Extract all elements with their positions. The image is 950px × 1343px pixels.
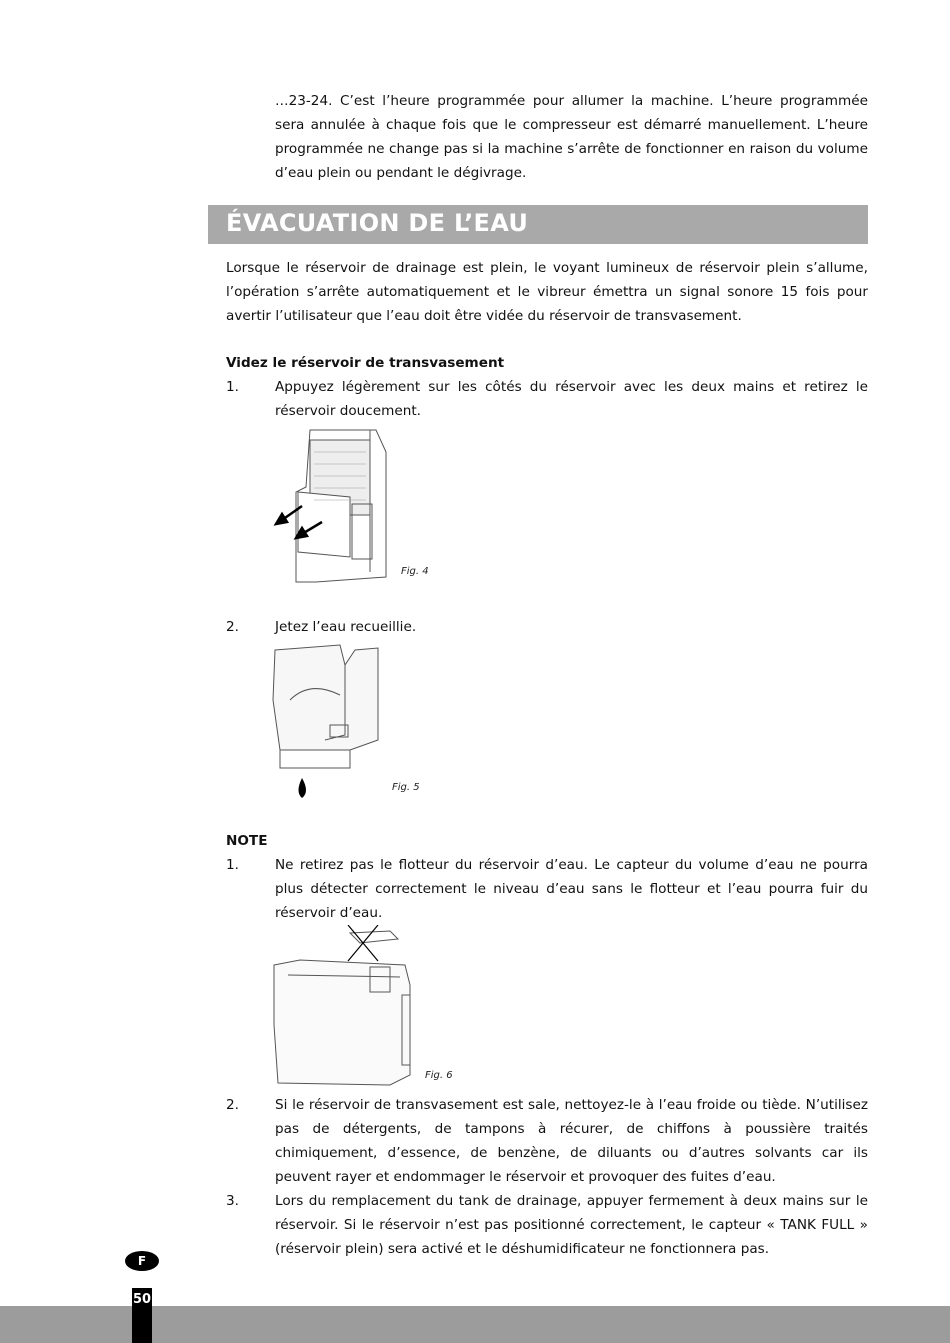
note-number: 3. <box>226 1193 239 1209</box>
fig4-dehumidifier-illustration <box>268 422 398 587</box>
note-heading: NOTE <box>226 833 268 849</box>
fig5-caption: Fig. 5 <box>392 782 420 793</box>
water-drop-icon <box>299 778 307 798</box>
fig5-pouring-tank-illustration <box>270 640 385 802</box>
section-intro: Lorsque le réservoir de drainage est plein, le voyant lumineux de réservoir plein s’allume, l’opération s’arrête automatiquement et le vibreur émettra un signal sonore 15 fois pour avertir l’utilisateur que l’eau doit être vidée du réservoir de transvasement. <box>226 260 868 324</box>
note-number: 1. <box>226 857 239 873</box>
empty-tank-heading: Videz le réservoir de transvasement <box>226 355 505 371</box>
section-heading-bar <box>208 205 868 244</box>
step-number: 2. <box>226 619 239 635</box>
step-number: 1. <box>226 379 239 395</box>
fig6-caption: Fig. 6 <box>425 1070 453 1081</box>
note-number: 2. <box>226 1097 239 1113</box>
language-badge: F <box>125 1251 159 1271</box>
note-text: Si le réservoir de transvasement est sale, nettoyez-le à l’eau froide ou tiède. N’utilisez pas de détergents, de tampons à récurer, de chiffons à poussière traités chimiquement, d’essence, de benzène, de diluants ou d’autres solvants car ils peuvent rayer et endommager le réservoir et provoquer des fuites d’eau. <box>275 1097 868 1185</box>
step-text: Jetez l’eau recueillie. <box>275 619 417 635</box>
page-number: 50 <box>132 1288 152 1343</box>
fig6-tank-float-illustration <box>270 925 420 1090</box>
step-text: Appuyez légèrement sur les côtés du réservoir avec les deux mains et retirez le réservoir doucement. <box>275 379 868 419</box>
intro-paragraph: …23-24. C’est l’heure programmée pour allumer la machine. L’heure programmée sera annulée à chaque fois que le compresseur est démarré manuellement. L’heure programmée ne change pas si la machine s’arrête de fonctionner en raison du volume d’eau plein ou pendant le dégivrage. <box>275 93 868 181</box>
fig4-caption: Fig. 4 <box>401 566 429 577</box>
note-text: Ne retirez pas le flotteur du réservoir d’eau. Le capteur du volume d’eau ne pourra plus détecter correctement le niveau d’eau sans le flotteur et l’eau pourra fuir du réservoir d’eau. <box>275 857 868 921</box>
cross-icon <box>348 925 378 961</box>
note-text: Lors du remplacement du tank de drainage, appuyer fermement à deux mains sur le réservoir. Si le réservoir n’est pas positionné correctement, le capteur « TANK FULL » (réservoir plein) sera activé et le déshumidificateur ne fonctionnera pas. <box>275 1193 868 1257</box>
section-title: ÉVACUATION DE L’EAU <box>226 209 529 237</box>
